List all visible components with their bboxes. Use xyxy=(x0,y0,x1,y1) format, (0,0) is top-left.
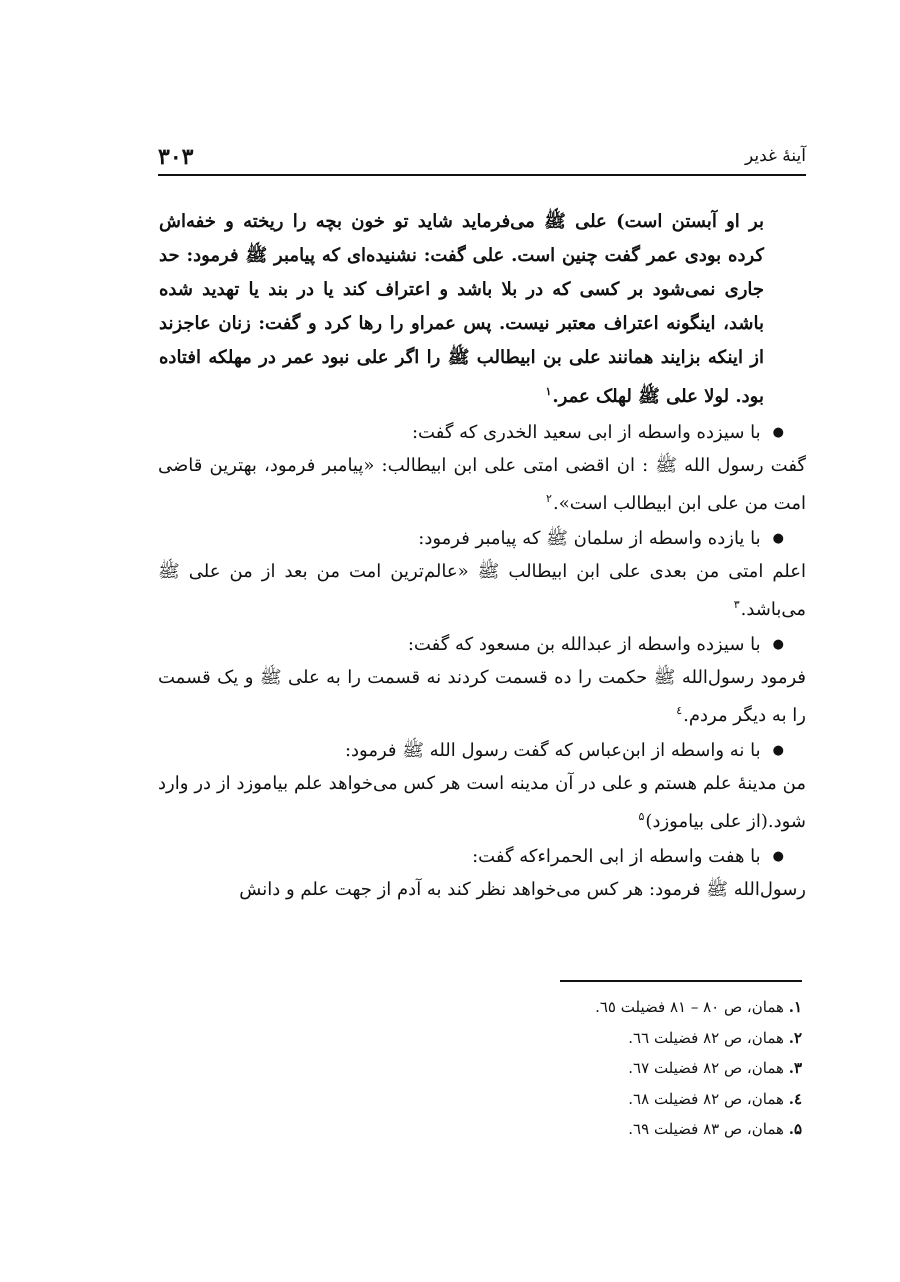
narration-item xyxy=(158,522,806,626)
bullet-icon: ● xyxy=(772,743,784,758)
narration-chain: با نه واسطه از ابن‌عباس که گفت رسول الله ﷺ فرمود: xyxy=(344,740,761,761)
narration-heading xyxy=(158,416,806,449)
footnote-item: ۳. همان، ص ۸۲ فضیلت ٦٧. xyxy=(628,1059,802,1077)
narration-item xyxy=(158,416,806,520)
narration-body: گفت رسول الله ﷺ : ان اقضی امتی علی ابن ابیطالب: «پیامبر فرمود، بهترین قاضی امت من علی ابن ابیطالب است».$^۲$ xyxy=(158,455,806,514)
quote-text: بر او آبستن است) علی ﷺ می‌فرماید شاید تو خون بچه را ریخته و خفه‌اش کرده بودی عمر گفت چنین است. علی گفت: نشنیده‌ای که پیامبر ﷺ فرمود: حد جاری نمی‌شود بر کسی که در بلا باشد و اعتراف کند یا در بند یا تهدید شده باشد، اینگونه اعتراف معتبر نیست. پس عمراو را رها کرد و گفت: زنان عاجزند از اینکه بزایند همانند علی بن ابیطالب ﷺ را اگر علی نبود عمر در مهلکه افتاده بود. لولا علی ﷺ لهلک عمر. xyxy=(159,211,764,407)
footnotes xyxy=(560,980,802,1145)
bullet-icon: ● xyxy=(772,637,784,652)
narration-item xyxy=(158,840,806,906)
narration-chain: با سیزده واسطه از عبدالله بن مسعود که گفت: xyxy=(407,634,761,655)
footnote-item: ۵. همان، ص ۸۳ فضیلت ٦٩. xyxy=(628,1120,802,1138)
narration-body: رسول‌الله ﷺ فرمود: هر کس می‌خواهد نظر کند به آدم از جهت علم و دانش xyxy=(239,879,806,900)
narration-heading xyxy=(158,840,806,873)
narration-chain: با هفت واسطه از ابی الحمراءکه گفت: xyxy=(472,846,761,867)
footnote-item: ۱. همان، ص ۸۰ – ۸۱ فضیلت ٦٥. xyxy=(595,998,802,1016)
narration-heading xyxy=(158,522,806,555)
footnote-ref: ۲ xyxy=(546,492,552,505)
footnote-ref: ٤ xyxy=(676,704,683,717)
footnote-ref: ۵ xyxy=(638,810,645,823)
footnote-item: ۲. همان، ص ۸۲ فضیلت ٦٦. xyxy=(628,1028,802,1047)
narration-body: اعلم امتی من بعدی علی ابن ابیطالب ﷺ «عالم‌ترین امت من بعد از من علی ﷺ می‌باشد.$^۳$ xyxy=(158,561,806,620)
narration-heading xyxy=(158,628,806,661)
narration-chain: با سیزده واسطه از ابی سعید الخدری که گفت: xyxy=(411,422,761,443)
quoted-narration xyxy=(159,205,764,414)
footnote-ref: ۱ xyxy=(545,385,552,398)
main-text xyxy=(158,205,806,906)
narration-body: فرمود رسول‌الله ﷺ حکمت را ده قسمت کردند نه قسمت را به علی ﷺ و یک قسمت را به دیگر مردم.$^٤$ xyxy=(158,667,806,726)
narration-item xyxy=(158,734,806,838)
narration-heading xyxy=(158,734,806,767)
book-title: آینهٔ غدیر xyxy=(744,146,806,166)
footnote-item: ٤. همان، ص ۸۲ فضیلت ٦٨. xyxy=(628,1089,802,1108)
running-header xyxy=(158,140,806,176)
narration-body: من مدینهٔ علم هستم و علی در آن مدینه است هر کس می‌خواهد علم بیاموزد از در وارد شود.(از علی بیاموزد)$^۵$ xyxy=(158,773,806,832)
bullet-icon: ● xyxy=(772,531,784,546)
bullet-icon: ● xyxy=(772,425,784,440)
narration-chain: با یازده واسطه از سلمان ﷺ که پیامبر فرمود: xyxy=(418,528,761,549)
page-number: ۳۰۳ xyxy=(158,144,194,170)
footnote-ref: ۳ xyxy=(733,598,740,611)
bullet-icon: ● xyxy=(772,849,784,864)
narration-item xyxy=(158,628,806,732)
